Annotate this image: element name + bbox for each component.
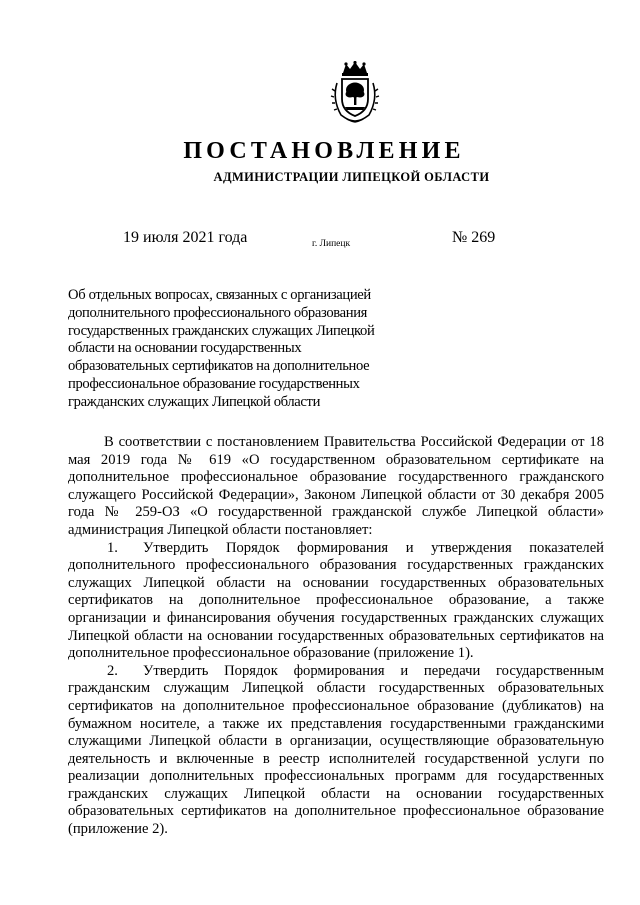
document-body: [68, 434, 604, 839]
subject-line: государственных гражданских служащих Липецкой: [68, 322, 375, 339]
document-city: г. Липецк: [312, 239, 351, 249]
item-text: Утвердить Порядок формирования и утверждения показателей дополнительного профессионального образования государственных гражданских служащих Липецкой области на основании государственных образовательных сертификатов на дополнительное профессиональное образование, а также организации и финансирования обучения государственных гражданских служащих Липецкой области на основании государственных образовательных сертификатов на дополнительное профессиональное образование (приложение 1).: [68, 539, 604, 662]
resolution-item-1: [68, 540, 604, 663]
document-subject: [68, 287, 408, 412]
coat-of-arms-icon: [329, 61, 381, 123]
preamble-paragraph: В соответствии с постановлением Правительства Российской Федерации от 18 мая 2019 года № 619 «О государственном образовательном сертификате на дополнительное профессиональное образование государственного гражданского служащего Российской Федерации», Законом Липецкой области от 30 декабря 2005 года № 259-ОЗ «О государственной гражданской службе Липецкой области» администрация Липецкой области постановляет:: [68, 434, 604, 538]
document-title: ПОСТАНОВЛЕНИЕ: [183, 138, 465, 164]
item-number: 2.: [107, 662, 118, 679]
document-number: № 269: [452, 229, 496, 246]
document-date: 19 июля 2021 года: [123, 229, 248, 246]
subject-line: гражданских служащих Липецкой области: [68, 393, 321, 410]
subject-line: профессиональное образование государственных: [68, 375, 360, 392]
subject-line: дополнительного профессионального образования: [68, 304, 368, 321]
subject-line: области на основании государственных: [68, 340, 302, 357]
item-number: 1.: [107, 539, 118, 556]
issuing-authority: АДМИНИСТРАЦИИ ЛИПЕЦКОЙ ОБЛАСТИ: [213, 170, 490, 184]
subject-line: Об отдельных вопросах, связанных с организацией: [68, 287, 371, 303]
item-text: Утвердить Порядок формирования и передачи государственным гражданским служащим Липецкой области государственных образовательных сертификатов на дополнительное профессиональное образование (дубликатов) на бумажном носителе, а также их представления государственными гражданскими служащими Липецкой области в организации, осуществляющие образовательную деятельность и включенные в реестр исполнителей государственной услуги по реализации дополнительных профессиональных программ для государственных гражданских служащих Липецкой области на основании государственных образовательных сертификатов на дополнительное профессиональное образование (приложение 2).: [68, 662, 604, 838]
resolution-item-2: [68, 663, 604, 839]
subject-line: образовательных сертификатов на дополнительное: [68, 358, 370, 375]
